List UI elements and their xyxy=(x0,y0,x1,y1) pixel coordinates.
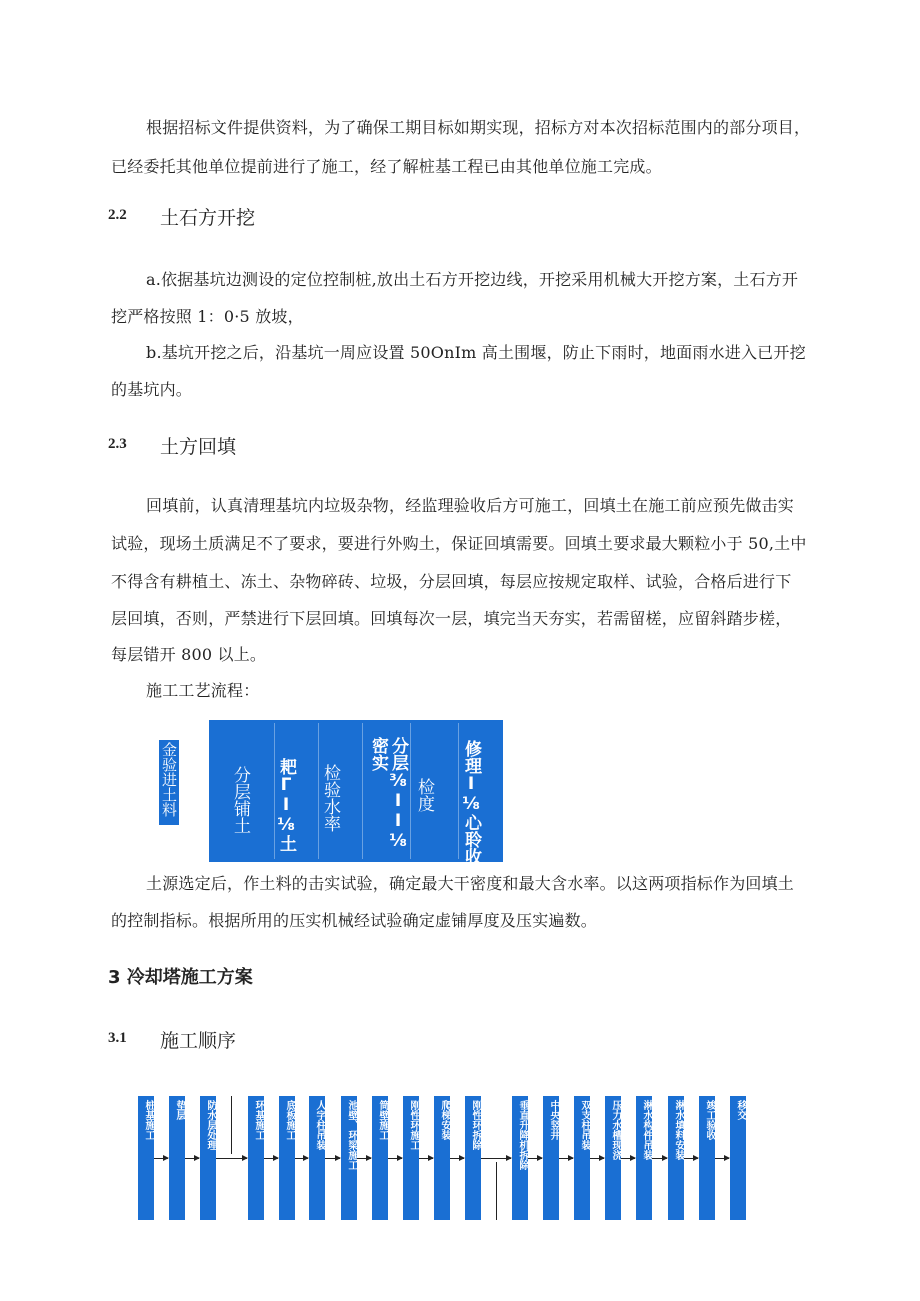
paragraph-line: b.基坑开挖之后，沿基坑一周应设置 50OnIm 高土围堰，防止下雨时，地面雨水进入已开挖 xyxy=(146,343,806,362)
flow-arrow xyxy=(559,1158,573,1159)
flow-step-label: 分层⅜II⅛密实 xyxy=(368,737,408,851)
flow-arrow xyxy=(419,1158,433,1159)
flow-branch-line xyxy=(231,1096,232,1154)
flow-branch-line xyxy=(496,1162,497,1220)
flow-step-label: 人字柱吊装 xyxy=(314,1100,325,1150)
flow-step-label: 刚性环施工 xyxy=(408,1100,419,1150)
flow-arrow xyxy=(481,1158,511,1159)
flow-step-label: 爬梯安装 xyxy=(439,1100,450,1140)
flow-arrow xyxy=(357,1158,371,1159)
section-title: 土方回填 xyxy=(160,436,237,458)
flow-divider xyxy=(274,723,275,859)
flow-step-label: 环基施工 xyxy=(253,1100,264,1140)
flow-step-label: 检度 xyxy=(414,778,434,812)
flow-step-label: 修理I⅛心聆收 xyxy=(461,740,481,865)
flow-arrow xyxy=(715,1158,729,1159)
flow-step-label: 垫层 xyxy=(174,1100,185,1120)
flow-step-label: 中央竖井 xyxy=(548,1100,559,1140)
paragraph-line: 挖严格按照 1：0·5 放坡， xyxy=(111,307,304,326)
flow-step-label: 淋水构件吊装 xyxy=(641,1100,652,1160)
flow-arrow xyxy=(185,1158,199,1159)
flow-step-label: 压力水槽现浇 xyxy=(610,1100,621,1160)
paragraph-line: 不得含有耕植土、冻土、杂物碎砖、垃圾，分层回填，每层应按规定取样、试验，合格后进行下 xyxy=(111,572,792,591)
flow-arrow xyxy=(528,1158,542,1159)
section-number: 2.3 xyxy=(108,436,127,452)
flow-step-label: 竣工验收 xyxy=(704,1100,715,1140)
chapter-title: 3 冷却塔施工方案 xyxy=(108,967,253,988)
flow-step-label: 分层铺土 xyxy=(230,766,250,834)
paragraph-line: 已经委托其他单位提前进行了施工，经了解桩基工程已由其他单位施工完成。 xyxy=(111,157,662,176)
section-number: 2.2 xyxy=(108,207,127,223)
flow-arrow xyxy=(388,1158,402,1159)
flow-arrow xyxy=(325,1158,340,1159)
flow-arrow xyxy=(216,1158,247,1159)
paragraph-line: 层回填，否则，严禁进行下层回填。回填每次一层，填完当天夯实，若需留槎，应留斜踏步槎， xyxy=(111,609,792,628)
flow-step-label: 池壁、环梁施工 xyxy=(346,1100,357,1170)
paragraph-line: 回填前，认真清理基坑内垃圾杂物，经监理验收后方可施工，回填土在施工前应预先做击实 xyxy=(146,496,795,515)
flow-step-label: 移交 xyxy=(735,1100,746,1120)
flow-step-label: 双支柱吊装 xyxy=(579,1100,590,1150)
flow-step-box xyxy=(159,740,179,825)
flow-arrow xyxy=(295,1158,308,1159)
section-title: 土石方开挖 xyxy=(160,207,256,229)
section-number: 3.1 xyxy=(108,1030,127,1046)
flow-step-label: 金验进土料 xyxy=(160,742,178,817)
paragraph-line: 试验，现场土质满足不了要求，要进行外购土，保证回填需要。回填土要求最大颗粒小于 50,土中 xyxy=(111,534,807,553)
flow-divider xyxy=(318,723,319,859)
paragraph-line: a.依据基坑边测设的定位控制桩,放出土石方开挖边线，开挖采用机械大开挖方案，土石方开 xyxy=(146,270,799,289)
flow-arrow xyxy=(590,1158,604,1159)
paragraph-line: 根据招标文件提供资料，为了确保工期目标如期实现，招标方对本次招标范围内的部分项目， xyxy=(146,118,811,137)
flow-step-label: 检验水率 xyxy=(320,764,340,832)
flow-arrow xyxy=(621,1158,635,1159)
flow-arrow xyxy=(450,1158,464,1159)
paragraph-line: 的控制指标。根据所用的压实机械经试验确定虚铺厚度及压实遍数。 xyxy=(111,911,598,930)
flow-step-label: 底板施工 xyxy=(284,1100,295,1140)
flow-step-label: 筒壁施工 xyxy=(377,1100,388,1140)
flow-step-label: 耙ΓI⅛土 xyxy=(276,758,296,852)
flow-step-label: 防水层处理 xyxy=(205,1100,216,1150)
flow-arrow xyxy=(264,1158,278,1159)
flow-arrow xyxy=(684,1158,698,1159)
flow-step-label: 桩基施工 xyxy=(143,1100,154,1140)
flow-divider xyxy=(362,723,363,859)
flow-arrow xyxy=(154,1158,168,1159)
flow-step-label: 垂直升降机拆除 xyxy=(517,1100,528,1170)
flow-caption: 施工工艺流程： xyxy=(146,681,260,700)
paragraph-line: 每层错开 800 以上。 xyxy=(111,645,267,664)
flow-step-label: 刚性环拆除 xyxy=(470,1100,481,1150)
paragraph-line: 的基坑内。 xyxy=(111,380,193,399)
flow-divider xyxy=(410,723,411,859)
flow-step-label: 淋水填料安装 xyxy=(673,1100,684,1160)
paragraph-line: 土源选定后，作土料的击实试验，确定最大干密度和最大含水率。以这两项指标作为回填土 xyxy=(146,874,795,893)
section-title: 施工顺序 xyxy=(160,1030,237,1052)
flow-divider xyxy=(458,723,459,859)
flow-arrow xyxy=(652,1158,667,1159)
